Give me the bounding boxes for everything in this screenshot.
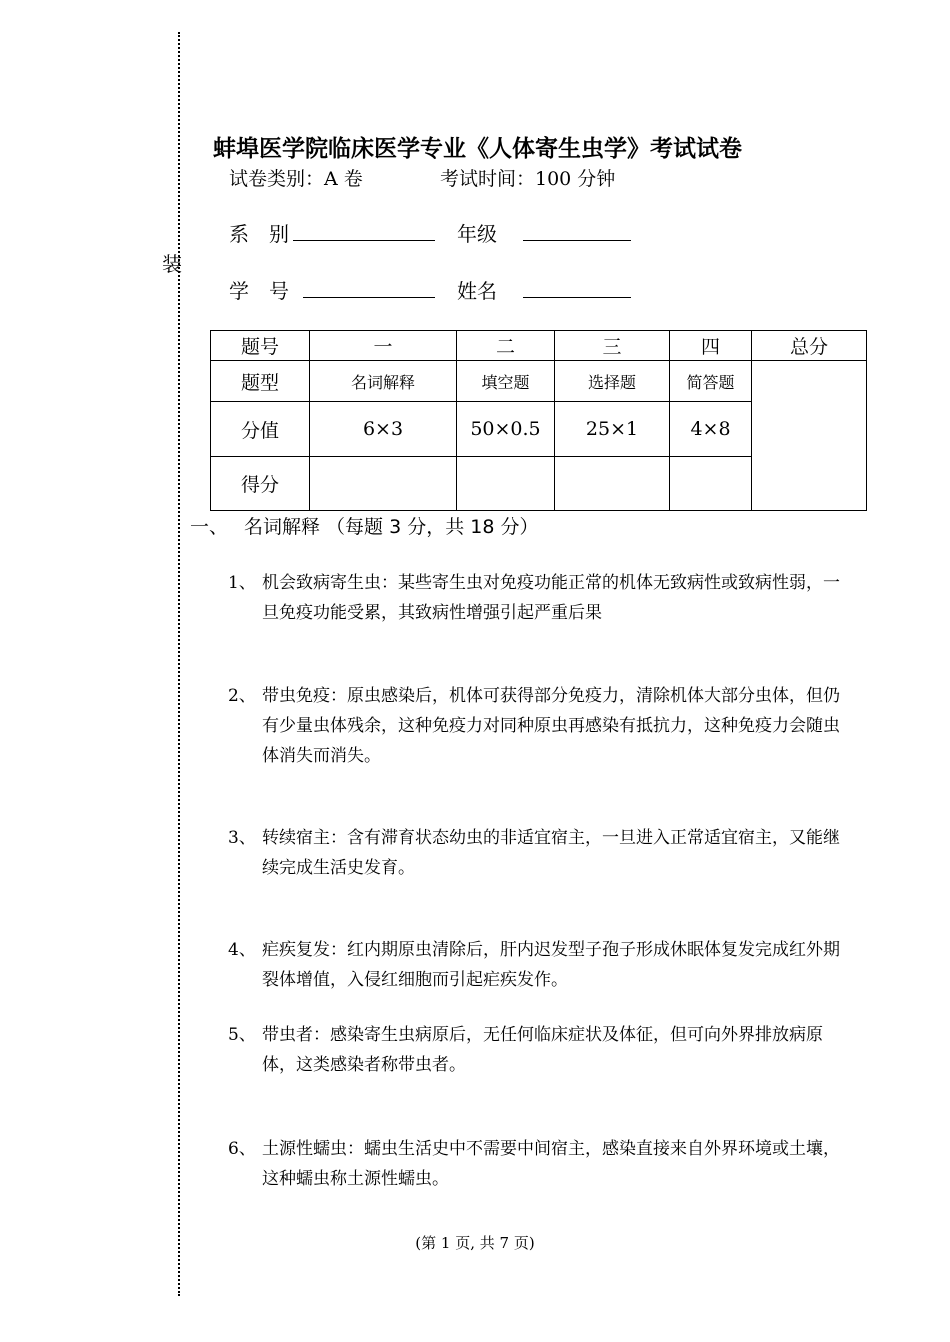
total-label: 总分 bbox=[752, 331, 867, 361]
col-type-1: 名词解释 bbox=[310, 361, 457, 402]
list-item bbox=[228, 1134, 846, 1194]
binding-mark: 装 bbox=[162, 252, 182, 276]
section-heading bbox=[190, 512, 538, 539]
page-number: (第 1 页, 共 7 页) bbox=[415, 1234, 535, 1252]
col-number-1: 一 bbox=[310, 331, 457, 361]
student-id-blank[interactable] bbox=[303, 297, 435, 298]
table-row bbox=[211, 361, 867, 402]
item-text: 疟疾复发：红内期原虫清除后，肝内迟发型子孢子形成休眠体复发完成红外期裂体增值，入侵红细胞而引起疟疾发作。 bbox=[262, 940, 840, 990]
item-text: 带虫者：感染寄生虫病原后，无任何临床症状及体征，但可向外界排放病原体，这类感染者称带虫者。 bbox=[262, 1025, 823, 1075]
student-id-label: 学 号 bbox=[229, 279, 289, 303]
item-number: 4、 bbox=[228, 940, 256, 960]
item-text: 转续宿主：含有滞育状态幼虫的非适宜宿主，一旦进入正常适宜宿主，又能继续完成生活史发育。 bbox=[262, 828, 840, 878]
list-item bbox=[228, 1020, 846, 1080]
binding-line bbox=[178, 32, 180, 1296]
score-cell-3[interactable] bbox=[555, 457, 670, 511]
col-number-3: 三 bbox=[555, 331, 670, 361]
department-label: 系 别 bbox=[229, 222, 289, 246]
col-type-4: 简答题 bbox=[670, 361, 752, 402]
paper-type: 试卷类别：A 卷 bbox=[229, 168, 363, 190]
item-text: 带虫免疫：原虫感染后，机体可获得部分免疫力，清除机体大部分虫体，但仍有少量虫体残余，这种免疫力对同种原虫再感染有抵抗力，这种免疫力会随虫体消失而消失。 bbox=[262, 686, 840, 766]
score-cell-1[interactable] bbox=[310, 457, 457, 511]
col-points-1: 6×3 bbox=[310, 402, 457, 457]
list-item bbox=[228, 935, 846, 995]
col-number-4: 四 bbox=[670, 331, 752, 361]
row-label-type: 题型 bbox=[211, 361, 310, 402]
col-points-4: 4×8 bbox=[670, 402, 752, 457]
item-number: 5、 bbox=[228, 1025, 256, 1045]
item-number: 1、 bbox=[228, 573, 256, 593]
item-text: 机会致病寄生虫：某些寄生虫对免疫功能正常的机体无致病性或致病性弱，一旦免疫功能受累，其致病性增强引起严重后果 bbox=[262, 573, 840, 623]
grade-label: 年级 bbox=[457, 222, 497, 246]
exam-title: 蚌埠医学院临床医学专业《人体寄生虫学》考试试卷 bbox=[213, 136, 742, 162]
grade-blank[interactable] bbox=[523, 240, 631, 241]
score-table bbox=[210, 330, 867, 511]
score-cell-2[interactable] bbox=[457, 457, 555, 511]
list-item bbox=[228, 823, 846, 883]
list-item bbox=[228, 681, 846, 771]
item-number: 3、 bbox=[228, 828, 256, 848]
department-blank[interactable] bbox=[293, 240, 435, 241]
col-points-2: 50×0.5 bbox=[457, 402, 555, 457]
row-label-number: 题号 bbox=[211, 331, 310, 361]
exam-time: 考试时间：100 分钟 bbox=[440, 168, 616, 190]
col-points-3: 25×1 bbox=[555, 402, 670, 457]
total-score-cell[interactable] bbox=[752, 361, 867, 511]
item-text: 土源性蠕虫：蠕虫生活史中不需要中间宿主，感染直接来自外界环境或土壤，这种蠕虫称土源性蠕虫。 bbox=[262, 1139, 840, 1189]
section-number: 一、 bbox=[190, 516, 229, 538]
name-blank[interactable] bbox=[523, 297, 631, 298]
row-label-points: 分值 bbox=[211, 402, 310, 457]
table-row bbox=[211, 331, 867, 361]
score-cell-4[interactable] bbox=[670, 457, 752, 511]
item-number: 2、 bbox=[228, 686, 256, 706]
row-label-score: 得分 bbox=[211, 457, 310, 511]
name-label: 姓名 bbox=[457, 279, 497, 303]
list-item bbox=[228, 568, 846, 628]
col-type-2: 填空题 bbox=[457, 361, 555, 402]
col-type-3: 选择题 bbox=[555, 361, 670, 402]
section-title: 名词解释 （每题 3 分，共 18 分） bbox=[244, 516, 539, 538]
col-number-2: 二 bbox=[457, 331, 555, 361]
item-number: 6、 bbox=[228, 1139, 256, 1159]
